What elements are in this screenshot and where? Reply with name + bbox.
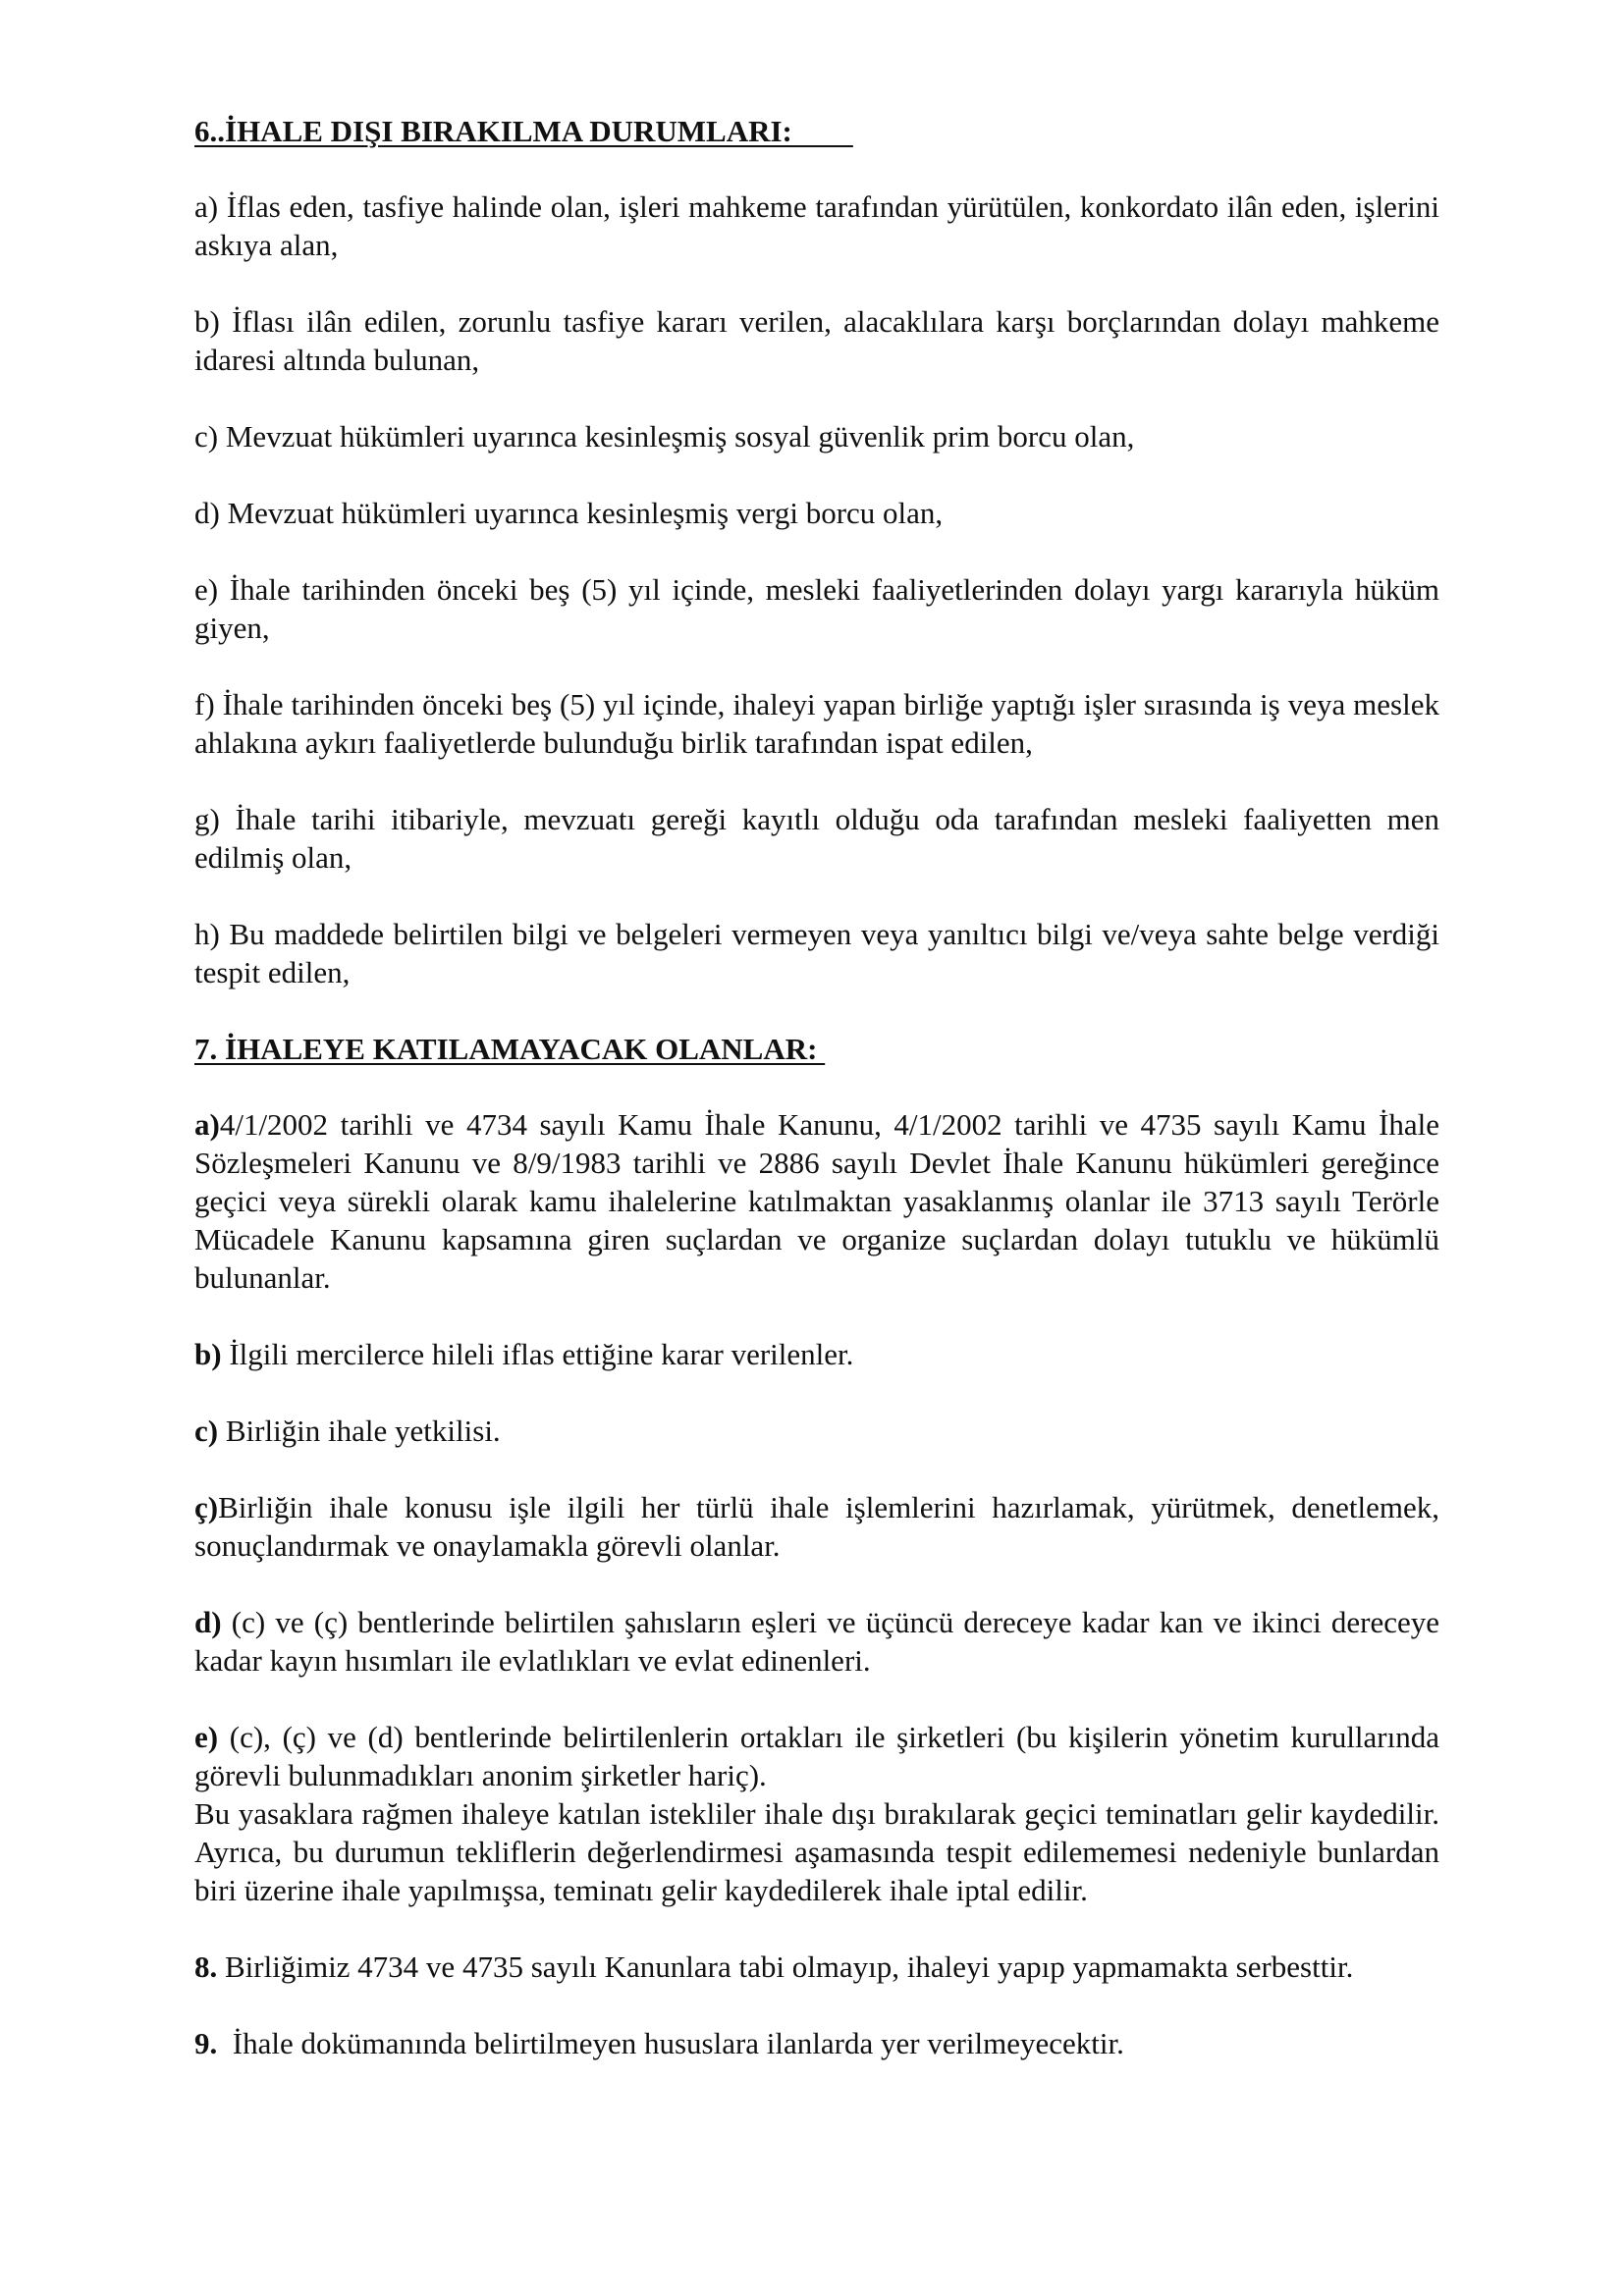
section-7-item-c-cedilla [194, 1488, 1439, 1565]
item-label: a) [194, 1107, 220, 1142]
section-6-item-f: f) İhale tarihinden önceki beş (5) yıl içinde, ihaleyi yapan birliğe yaptığı işler sırasında iş veya meslek ahlakına aykırı faaliyetlerde bulunduğu birlik tarafından ispat edilen, [194, 687, 1439, 760]
item-text: Birliğin ihale yetkilisi. [218, 1414, 501, 1448]
section-7-item-b [194, 1335, 1439, 1373]
section-6-item-a: a) İflas eden, tasfiye halinde olan, işleri mahkeme tarafından yürütülen, konkordato ilân eden, işlerini askıya alan, [194, 189, 1439, 262]
document-page [194, 112, 1439, 2062]
section-8-text: Birliğimiz 4734 ve 4735 sayılı Kanunlara tabi olmayıp, ihaleyi yapıp yapmamakta serbesttir. [217, 1949, 1354, 1984]
item-text: İlgili mercilerce hileli iflas ettiğine karar verilenler. [221, 1337, 854, 1371]
item-text: Birliğin ihale konusu işle ilgili her türlü ihale işlemlerini hazırlamak, yürütmek, denetlemek, sonuçlandırmak ve onaylamakla görevli olanlar. [194, 1490, 1439, 1563]
section-7-item-e [194, 1718, 1439, 1794]
section-9-label: 9. [194, 2026, 218, 2060]
section-7-heading: 7. İHALEYE KATILAMAYACAK OLANLAR: [194, 1032, 826, 1066]
item-label: ç) [194, 1490, 219, 1524]
section-6-item-c: c) Mevzuat hükümleri uyarınca kesinleşmiş sosyal güvenlik prim borcu olan, [194, 419, 1135, 454]
section-6-item-b: b) İflası ilân edilen, zorunlu tasfiye kararı verilen, alacaklılara karşı borçlarından dolayı mahkeme idaresi altında bulunan, [194, 304, 1439, 377]
section-6-item-g: g) İhale tarihi itibariyle, mevzuatı gereği kayıtlı olduğu oda tarafından mesleki faaliyetten men edilmiş olan, [194, 802, 1439, 875]
section-6-item-d: d) Mevzuat hükümleri uyarınca kesinleşmiş vergi borcu olan, [194, 496, 944, 530]
section-6-item-e: e) İhale tarihinden önceki beş (5) yıl içinde, mesleki faaliyetlerinden dolayı yargı kararıyla hüküm giyen, [194, 572, 1439, 645]
section-6-item-h: h) Bu maddede belirtilen bilgi ve belgeleri vermeyen veya yanıltıcı bilgi ve/veya sahte belge verdiği tespit edilen, [194, 917, 1439, 989]
item-label: b) [194, 1337, 222, 1371]
section-9-text: İhale dokümanında belirtilmeyen hususlara ilanlarda yer verilmeyecektir. [217, 2026, 1124, 2060]
section-8-paragraph [194, 1948, 1439, 1986]
section-7-item-c [194, 1412, 1439, 1450]
item-text: (c), (ç) ve (d) bentlerinde belirtilenlerin ortakları ile şirketleri (bu kişilerin yönetim kurullarında görevli bulunmadıkları anonim şirketler hariç). [194, 1720, 1439, 1792]
section-8-label: 8. [194, 1949, 218, 1984]
item-text: 4/1/2002 tarihli ve 4734 sayılı Kamu İhale Kanunu, 4/1/2002 tarihli ve 4735 sayılı Kamu İhale Sözleşmeleri Kanunu ve 8/9/1983 tarihli ve 2886 sayılı Devlet İhale Kanunu hükümleri gereğince geçici veya sürekli olarak kamu ihalelerine katılmaktan yasaklanmış olanlar ile 3713 sayılı Terörle Mücadele Kanunu kapsamına giren suçlardan ve organize suçlardan dolayı tutuklu ve hükümlü bulunanlar. [194, 1107, 1439, 1295]
section-7-item-a [194, 1105, 1439, 1297]
section-6-heading: 6..İHALE DIŞI BIRAKILMA DURUMLARI: [194, 114, 853, 148]
section-7-note: Bu yasaklara rağmen ihaleye katılan istekliler ihale dışı bırakılarak geçici teminatları gelir kaydedilir. Ayrıca, bu durumun tekliflerin değerlendirmesi aşamasında tespit edilememesi nedeniyle bunlardan biri üzerine ihale yapılmışsa, teminatı gelir kaydedilerek ihale iptal edilir. [194, 1796, 1439, 1907]
section-7-item-d [194, 1603, 1439, 1680]
item-label: d) [194, 1605, 222, 1639]
item-text: (c) ve (ç) bentlerinde belirtilen şahısların eşleri ve üçüncü dereceye kadar kan ve ikinci dereceye kadar kayın hısımları ile evlatlıkları ve evlat edinenleri. [194, 1605, 1439, 1678]
item-label: e) [194, 1720, 219, 1754]
section-9-paragraph [194, 2024, 1439, 2062]
item-label: c) [194, 1414, 219, 1448]
